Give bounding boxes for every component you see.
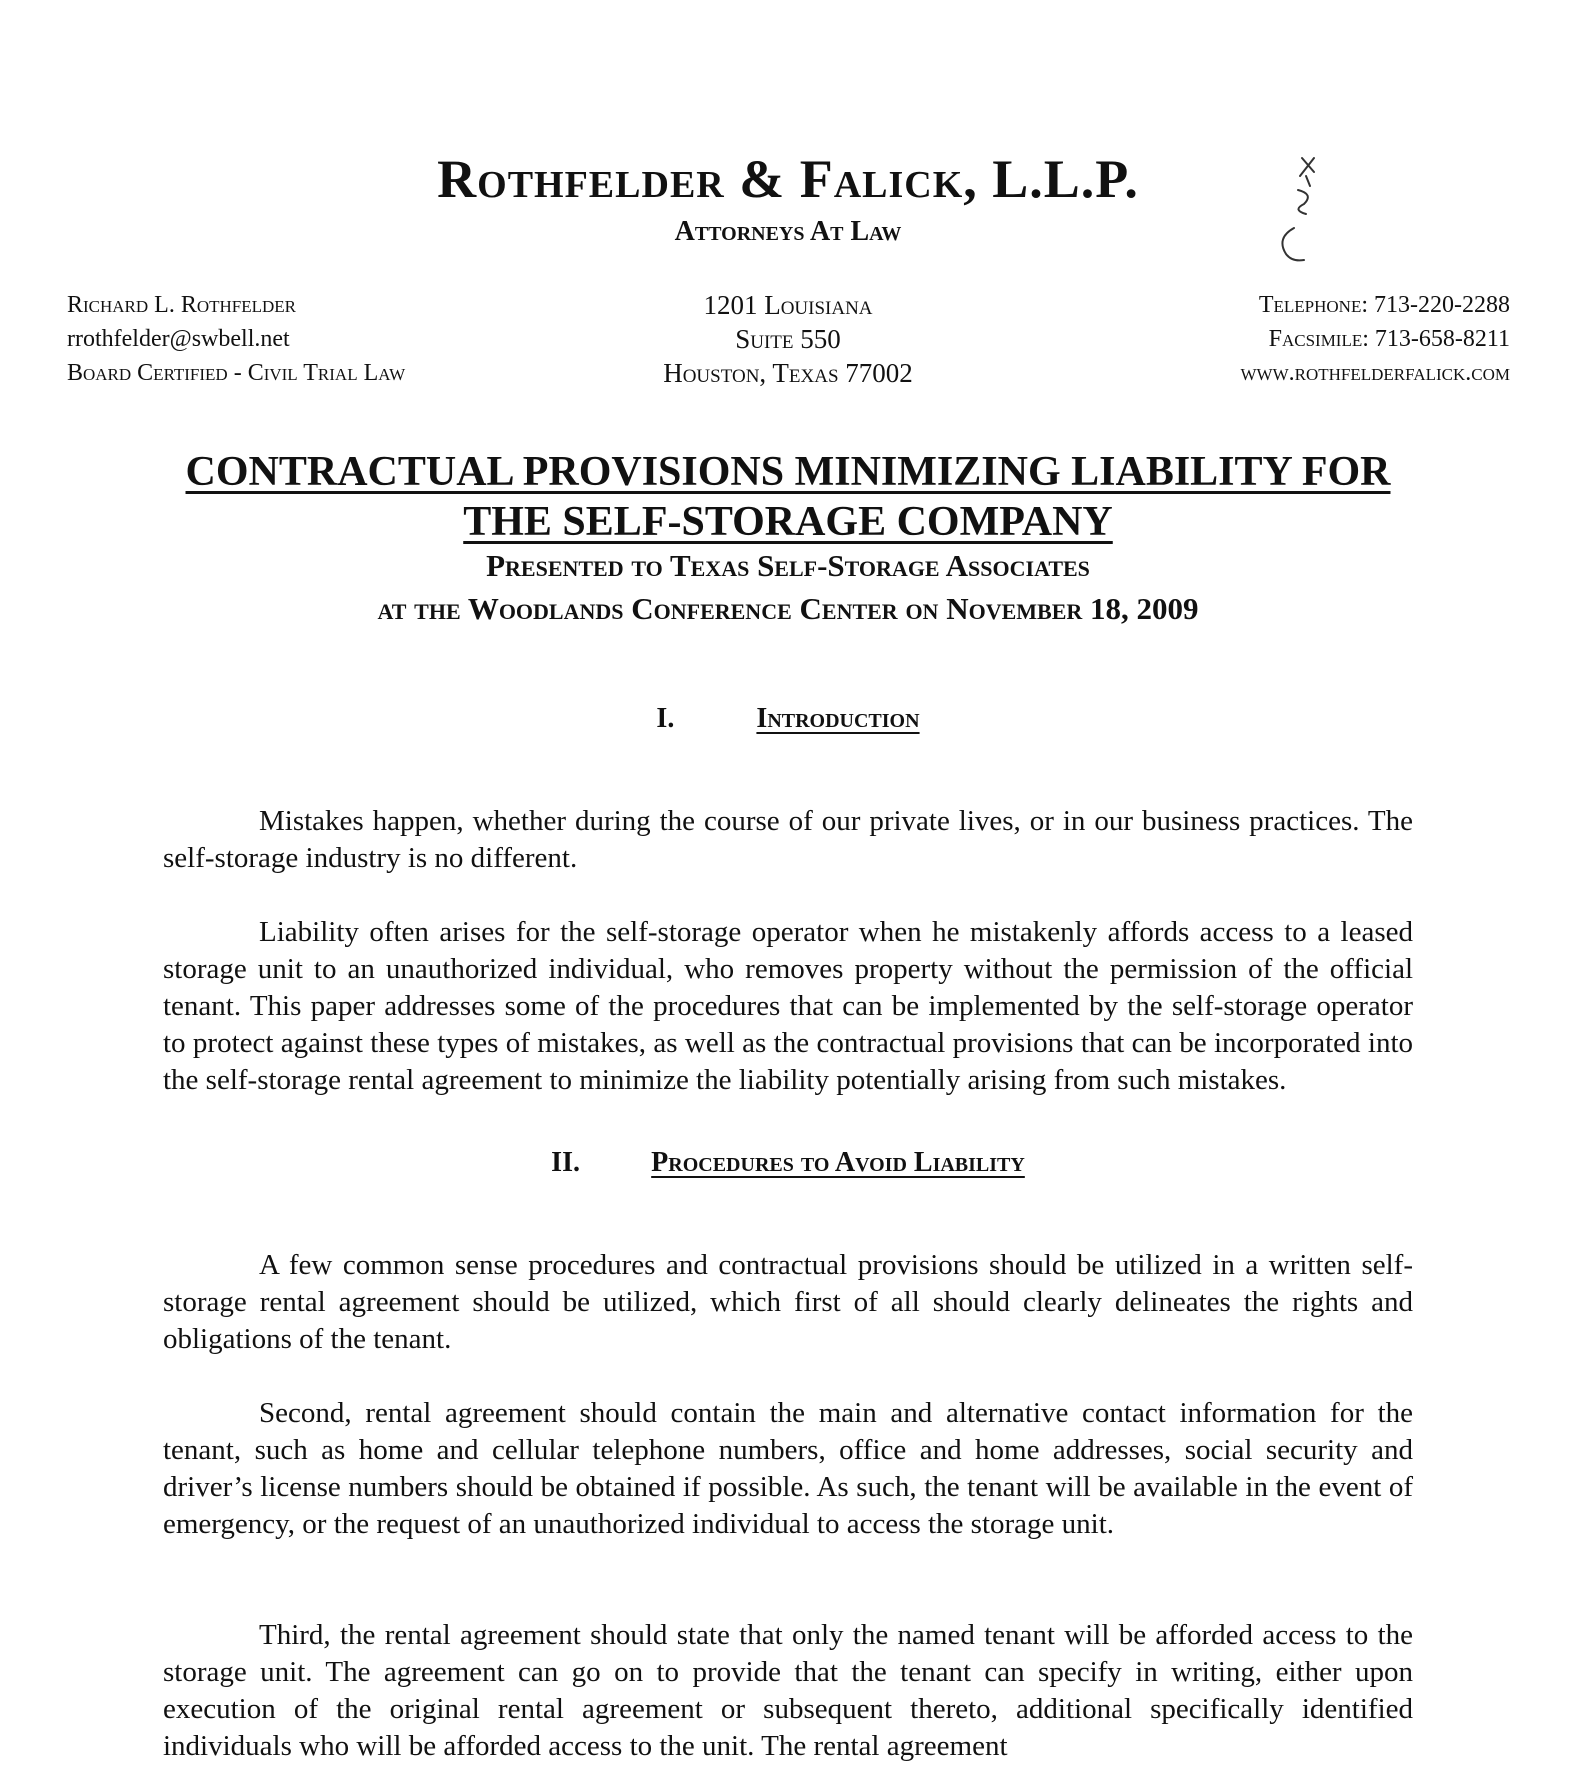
section-title: Procedures to Avoid Liability xyxy=(651,1147,1025,1178)
website[interactable]: www.rothfelderfalick.com xyxy=(1240,360,1510,386)
facsimile: Facsimile: 713-658-8211 xyxy=(1268,326,1510,352)
address-suite: Suite 550 xyxy=(735,324,841,354)
section-heading-introduction xyxy=(0,703,1576,735)
presented-line-2: at the Woodlands Conference Center on November 18, 2009 xyxy=(377,591,1199,626)
firm-subtitle: Attorneys At Law xyxy=(674,216,902,247)
attorney-name: Richard L. Rothfelder xyxy=(67,292,297,318)
attorney-certification: Board Certified - Civil Trial Law xyxy=(67,360,406,386)
section-number: I. xyxy=(656,703,675,734)
paragraph: Mistakes happen, whether during the course of our private lives, or in our business practices. The self-storage industry is no different. xyxy=(163,805,1413,874)
attorney-email[interactable]: rrothfelder@swbell.net xyxy=(67,326,290,352)
firm-name: Rothfelder & Falick, L.L.P. xyxy=(437,149,1139,209)
section-heading-procedures xyxy=(0,1147,1576,1179)
presented-line-1: Presented to Texas Self-Storage Associates xyxy=(486,548,1090,583)
address-street: 1201 Louisiana xyxy=(703,290,873,320)
paragraph: Liability often arises for the self-storage operator when he mistakenly affords access to a leased storage unit to an unauthorized individual, who removes property without the permission of the official tenant. This paper addresses some of the procedures that can be implemented by the self-storage operator to protect against these types of mistakes, as well as the contractual provisions that can be incorporated into the self-storage rental agreement to minimize the liability potentially arising from such mistakes. xyxy=(163,916,1413,1096)
paragraph: Third, the rental agreement should state that only the named tenant will be afforded access to the storage unit. The agreement can go on to provide that the tenant can specify in writing, either upon execution of the original rental agreement or subsequent thereto, additional specifically identified individuals who will be afforded access to the unit. The rental agreement xyxy=(163,1619,1413,1762)
address-city: Houston, Texas 77002 xyxy=(663,358,913,388)
section-title: Introduction xyxy=(756,703,920,734)
document-title xyxy=(140,447,1436,547)
paragraph: Second, rental agreement should contain the main and alternative contact information for the tenant, such as home and cellular telephone numbers, office and home addresses, social security and driver’s license numbers should be obtained if possible. As such, the tenant will be available in the event of emergency, or the request of an unauthorized individual to access the storage unit. xyxy=(163,1397,1413,1540)
paragraph: A few common sense procedures and contractual provisions should be utilized in a written self-storage rental agreement should be utilized, which first of all should clearly delineates the rights and obligations of the tenant. xyxy=(163,1249,1413,1355)
letterhead-left-block xyxy=(67,288,405,390)
telephone: Telephone: 713-220-2288 xyxy=(1258,292,1510,318)
title-line-2: THE SELF-STORAGE COMPANY xyxy=(463,499,1113,545)
section-number: II. xyxy=(551,1147,580,1178)
letterhead-address-block xyxy=(588,288,988,390)
letterhead-right-block xyxy=(1241,288,1511,390)
title-line-1: CONTRACTUAL PROVISIONS MINIMIZING LIABILITY FOR xyxy=(185,449,1391,495)
handwritten-mark-icon xyxy=(1270,150,1340,270)
